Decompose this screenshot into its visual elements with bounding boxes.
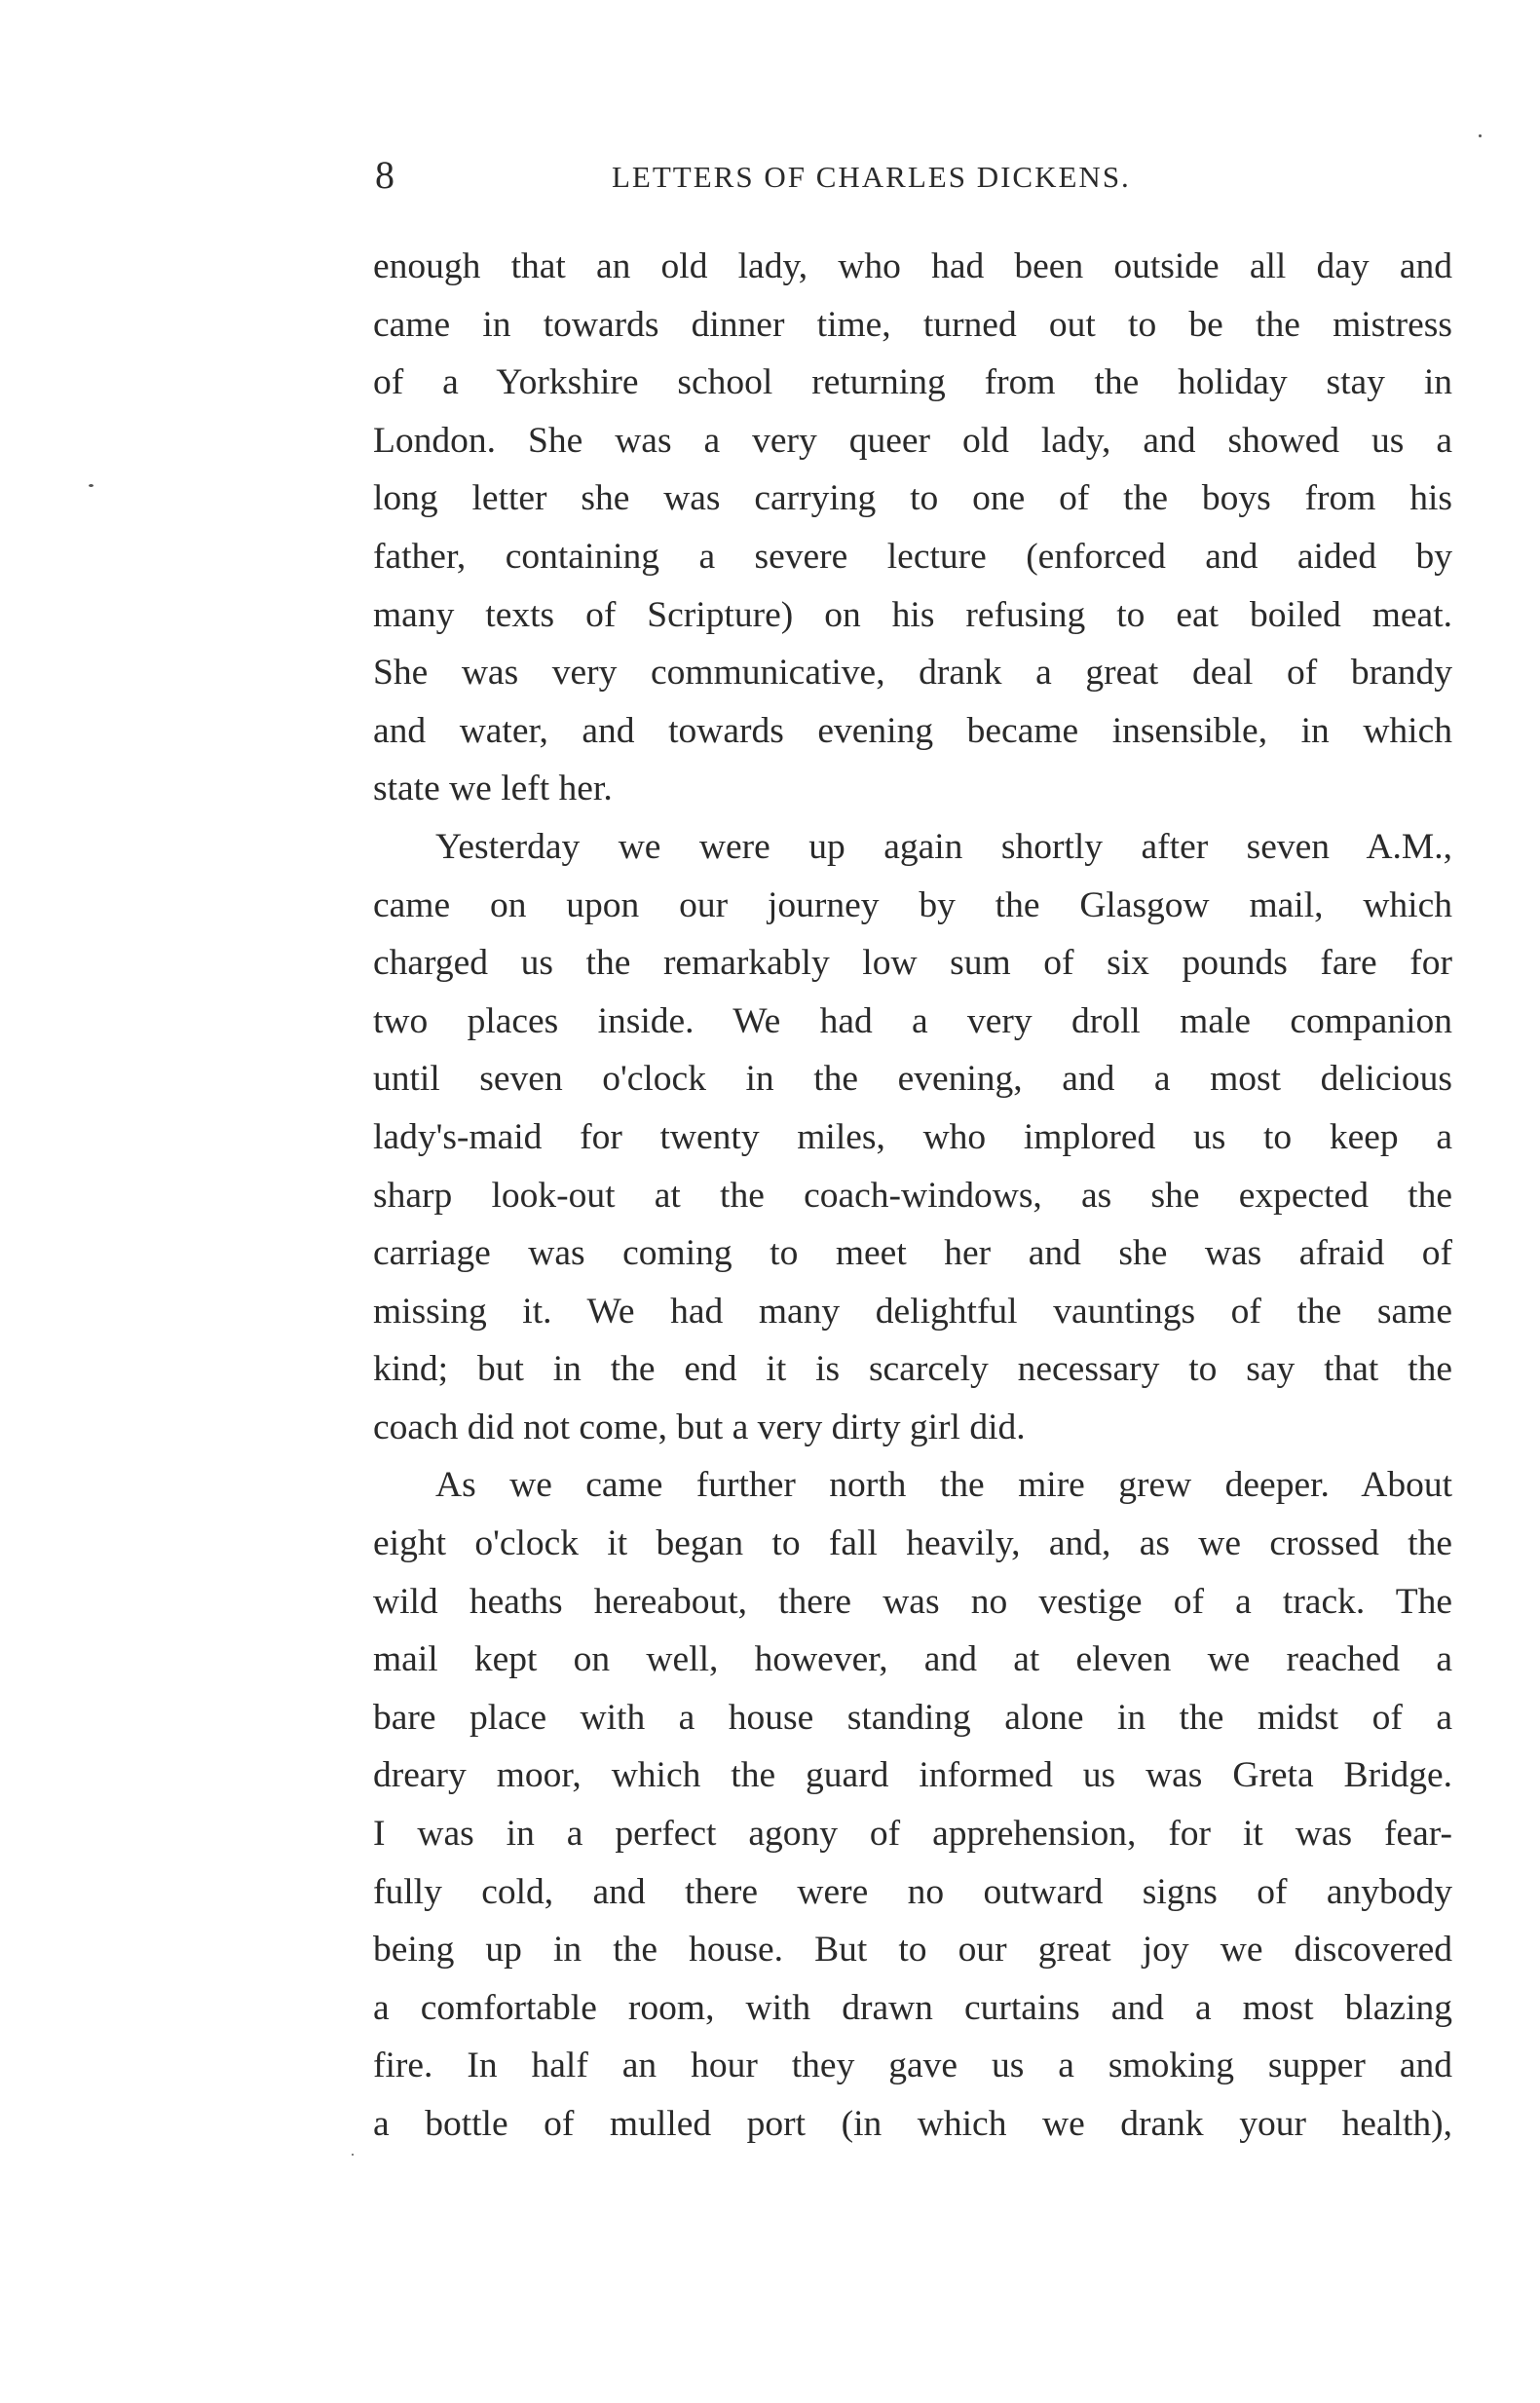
text-line: bare place with a house standing alone in the midst of a	[373, 1697, 1452, 1738]
text-line: kind; but in the end it is scarcely necessary to say that the	[373, 1349, 1452, 1390]
text-line: London. She was a very queer old lady, and showed us a	[373, 420, 1452, 461]
text-line: fire. In half an hour they gave us a smoking supper and	[373, 2046, 1452, 2086]
text-line: As we came further north the mire grew deeper. About	[435, 1465, 1452, 1506]
text-line: dreary moor, which the guard informed us was Greta Bridge.	[373, 1755, 1452, 1796]
text-line: fully cold, and there were no outward signs of anybody	[373, 1871, 1452, 1912]
text-line: and water, and towards evening became insensible, in which	[373, 710, 1452, 751]
text-line: came on upon our journey by the Glasgow mail, which	[373, 884, 1452, 925]
text-line: She was very communicative, drank a great deal of brandy	[373, 653, 1452, 694]
text-line: mail kept on well, however, and at eleven we reached a	[373, 1639, 1452, 1680]
text-line: charged us the remarkably low sum of six pounds fare for	[373, 943, 1452, 984]
page-header	[375, 146, 1446, 205]
text-line: long letter she was carrying to one of the boys from his	[373, 478, 1452, 519]
text-line: eight o'clock it began to fall heavily, and, as we crossed the	[373, 1523, 1452, 1564]
text-line: of a Yorkshire school returning from the holiday stay in	[373, 362, 1452, 403]
text-line: lady's-maid for twenty miles, who implored us to keep a	[373, 1116, 1452, 1157]
text-line: a bottle of mulled port (in which we drank your health),	[373, 2104, 1452, 2144]
text-line: came in towards dinner time, turned out to be the mistress	[373, 304, 1452, 345]
text-line: many texts of Scripture) on his refusing to eat boiled meat.	[373, 594, 1452, 635]
text-line: enough that an old lady, who had been outside all day and	[373, 246, 1452, 286]
text-line: carriage was coming to meet her and she was afraid of	[373, 1233, 1452, 1274]
text-line: two places inside. We had a very droll male companion	[373, 1000, 1452, 1041]
text-line: state we left her.	[373, 769, 613, 809]
text-line: sharp look-out at the coach-windows, as she expected the	[373, 1175, 1452, 1216]
print-speck	[89, 484, 94, 487]
paragraph-3	[373, 1456, 1452, 2153]
page-number: 8	[375, 153, 394, 197]
text-line: coach did not come, but a very dirty girl did.	[373, 1407, 1026, 1447]
text-line: wild heaths hereabout, there was no vestige of a track. The	[373, 1581, 1452, 1622]
text-line: missing it. We had many delightful vauntings of the same	[373, 1291, 1452, 1332]
print-speck	[1479, 134, 1482, 137]
text-line: I was in a perfect agony of apprehension, for it was fear-	[373, 1814, 1452, 1855]
paragraph-2	[373, 818, 1452, 1457]
text-line: a comfortable room, with drawn curtains and a most blazing	[373, 1987, 1452, 2028]
paragraph-1	[373, 238, 1452, 818]
running-head: LETTERS OF CHARLES DICKENS.	[612, 160, 1131, 194]
body-text	[373, 238, 1452, 2154]
print-speck	[352, 2154, 354, 2156]
text-line: being up in the house. But to our great joy we discovered	[373, 1930, 1452, 1971]
text-line: father, containing a severe lecture (enforced and aided by	[373, 536, 1452, 577]
text-line: Yesterday we were up again shortly after seven A.M.,	[435, 826, 1452, 867]
text-line: until seven o'clock in the evening, and a most delicious	[373, 1059, 1452, 1100]
